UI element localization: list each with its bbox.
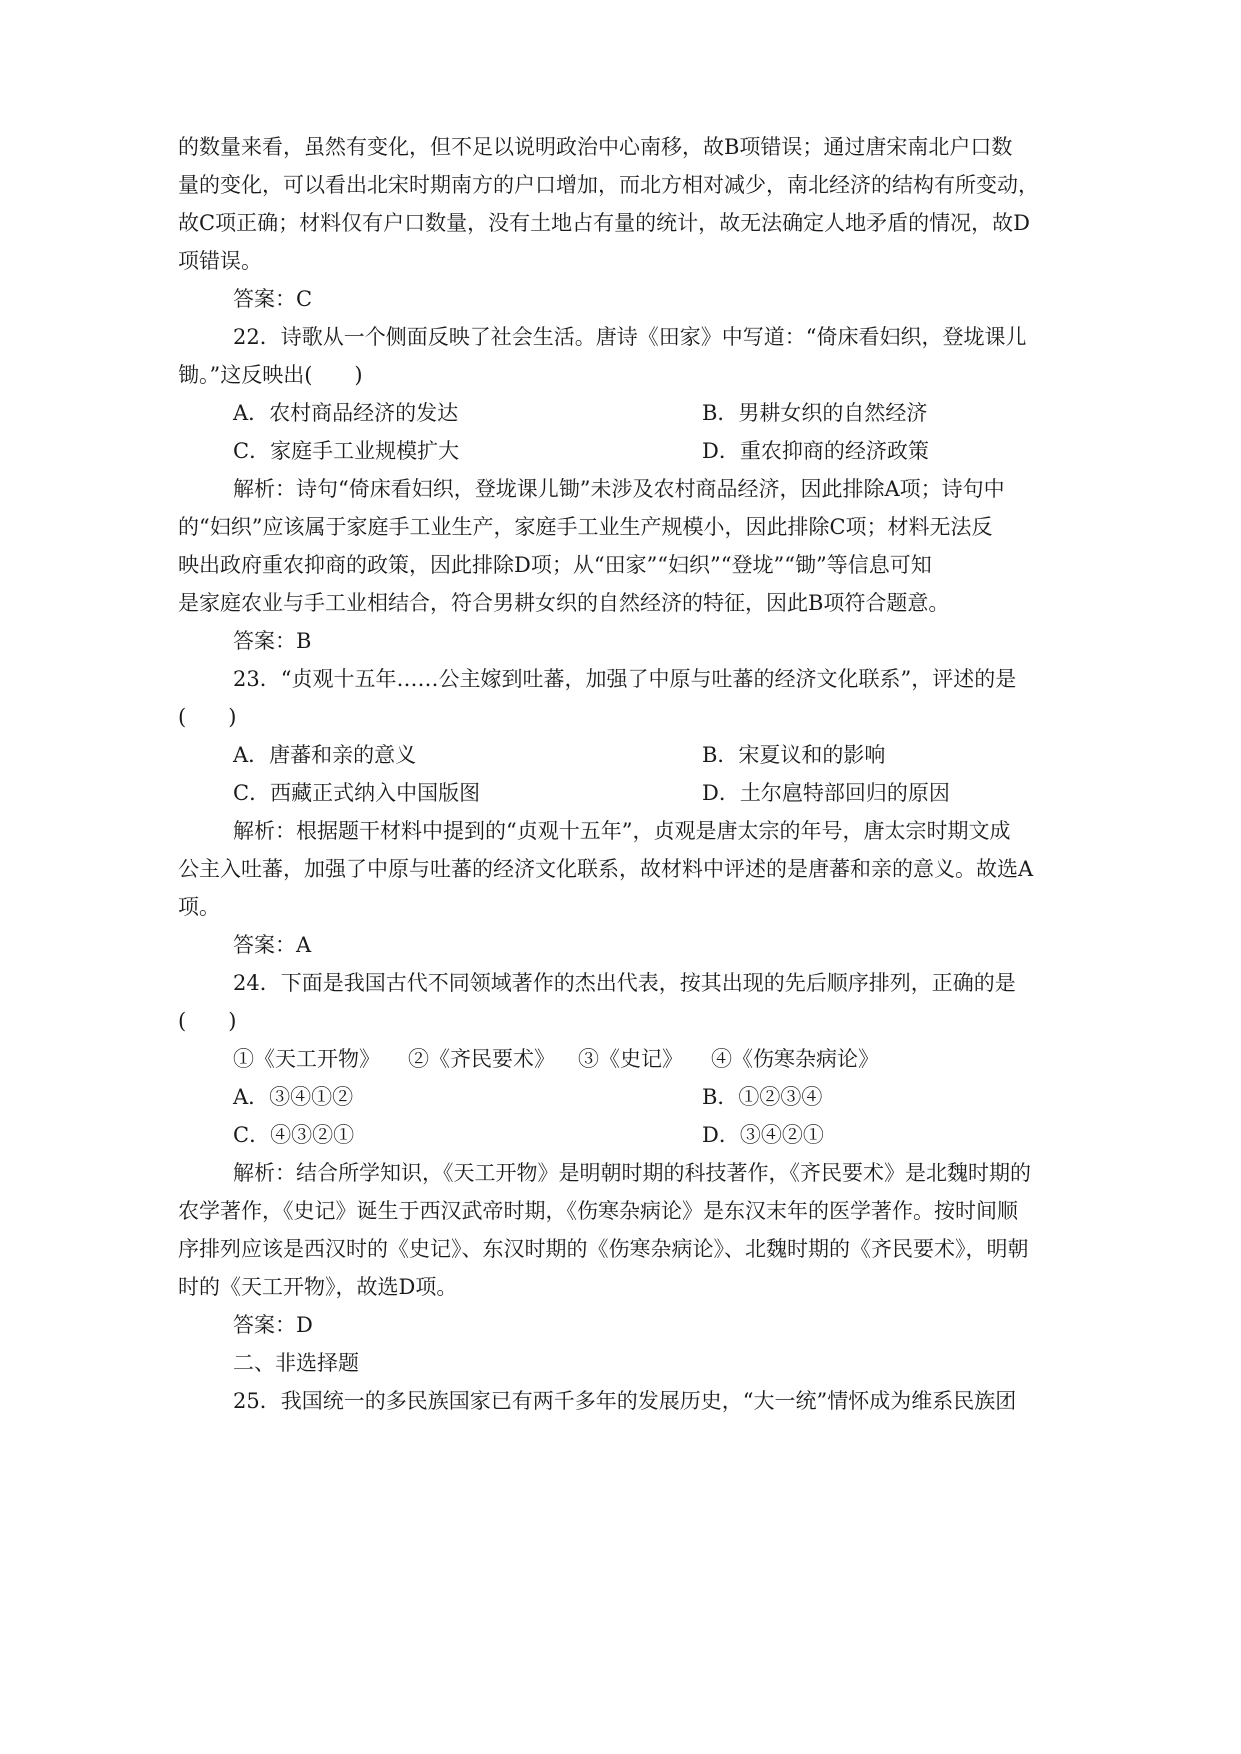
analysis-line: 量的变化，可以看出北宋时期南方的户口增加，而北方相对减少，南北经济的结构有所变动， [178, 173, 1039, 197]
analysis-line: 农学著作，《史记》诞生于西汉武帝时期，《伤寒杂病论》是东汉末年的医学著作。按时间顺 [178, 1199, 1018, 1223]
analysis-line: 故C项正确；材料仅有户口数量，没有土地占有量的统计，故无法确定人地矛盾的情况，故D [178, 211, 1030, 235]
option-b: B．宋夏议和的影响 [702, 743, 886, 767]
question-stem: 25．我国统一的多民族国家已有两千多年的发展历史，“大一统”情怀成为维系民族团 [233, 1389, 1017, 1413]
answer-line: 答案：A [233, 933, 312, 957]
analysis-line: 的“妇织”应该属于家庭手工业生产，家庭手工业生产规模小，因此排除C项；材料无法反 [178, 515, 993, 539]
analysis-line: 公主入吐蕃，加强了中原与吐蕃的经济文化联系，故材料中评述的是唐蕃和亲的意义。故选A [178, 857, 1034, 881]
analysis-line: 是家庭农业与手工业相结合，符合男耕女织的自然经济的特征，因此B项符合题意。 [178, 591, 950, 615]
option-a: A．唐蕃和亲的意义 [233, 743, 417, 767]
analysis-line: 时的《天工开物》，故选D项。 [178, 1275, 458, 1299]
item-2: ②《齐民要术》 [408, 1047, 555, 1071]
analysis-line: 项错误。 [178, 249, 262, 273]
item-1: ①《天工开物》 [233, 1047, 380, 1071]
option-c: C．④③②① [233, 1123, 355, 1147]
item-list [233, 1044, 1063, 1074]
analysis-line: 解析：诗句“倚床看妇织，登垅课儿锄”未涉及农村商品经济，因此排除A项；诗句中 [233, 477, 1005, 501]
answer-line: 答案：B [233, 629, 312, 653]
answer-line: 答案：C [233, 287, 313, 311]
question-stem: 23．“贞观十五年……公主嫁到吐蕃，加强了中原与吐蕃的经济文化联系”，评述的是 [233, 667, 1017, 691]
option-d: D．重农抑商的经济政策 [702, 439, 929, 463]
item-3: ③《史记》 [578, 1047, 683, 1071]
option-a: A．③④①② [233, 1085, 354, 1109]
option-d: D．③④②① [702, 1123, 824, 1147]
question-stem: ( ) [178, 705, 237, 729]
analysis-line: 解析：根据题干材料中提到的“贞观十五年”，贞观是唐太宗的年号，唐太宗时期文成 [233, 819, 1011, 843]
item-4: ④《伤寒杂病论》 [711, 1047, 879, 1071]
question-stem: 22．诗歌从一个侧面反映了社会生活。唐诗《田家》中写道：“倚床看妇织，登垅课儿 [233, 325, 1027, 349]
analysis-line: 的数量来看，虽然有变化，但不足以说明政治中心南移，故B项错误；通过唐宋南北户口数 [178, 135, 1013, 159]
section-title: 二、非选择题 [233, 1351, 359, 1375]
answer-line: 答案：D [233, 1313, 313, 1337]
question-stem: 锄。”这反映出( ) [178, 363, 363, 387]
option-d: D．土尔扈特部回归的原因 [702, 781, 950, 805]
question-stem: 24．下面是我国古代不同领域著作的杰出代表，按其出现的先后顺序排列，正确的是 [233, 971, 1016, 995]
question-stem: ( ) [178, 1009, 237, 1033]
analysis-line: 序排列应该是西汉时的《史记》、东汉时期的《伤寒杂病论》、北魏时期的《齐民要术》，明朝 [178, 1237, 1029, 1261]
option-b: B．男耕女织的自然经济 [702, 401, 928, 425]
analysis-line: 解析：结合所学知识，《天工开物》是明朝时期的科技著作，《齐民要术》是北魏时期的 [233, 1161, 1031, 1185]
analysis-line: 映出政府重农抑商的政策，因此排除D项；从“田家”“妇织”“登垅”“锄”等信息可知 [178, 553, 932, 577]
option-c: C．西藏正式纳入中国版图 [233, 781, 481, 805]
option-c: C．家庭手工业规模扩大 [233, 439, 460, 463]
option-a: A．农村商品经济的发达 [233, 401, 459, 425]
analysis-line: 项。 [178, 895, 220, 919]
option-b: B．①②③④ [702, 1085, 823, 1109]
